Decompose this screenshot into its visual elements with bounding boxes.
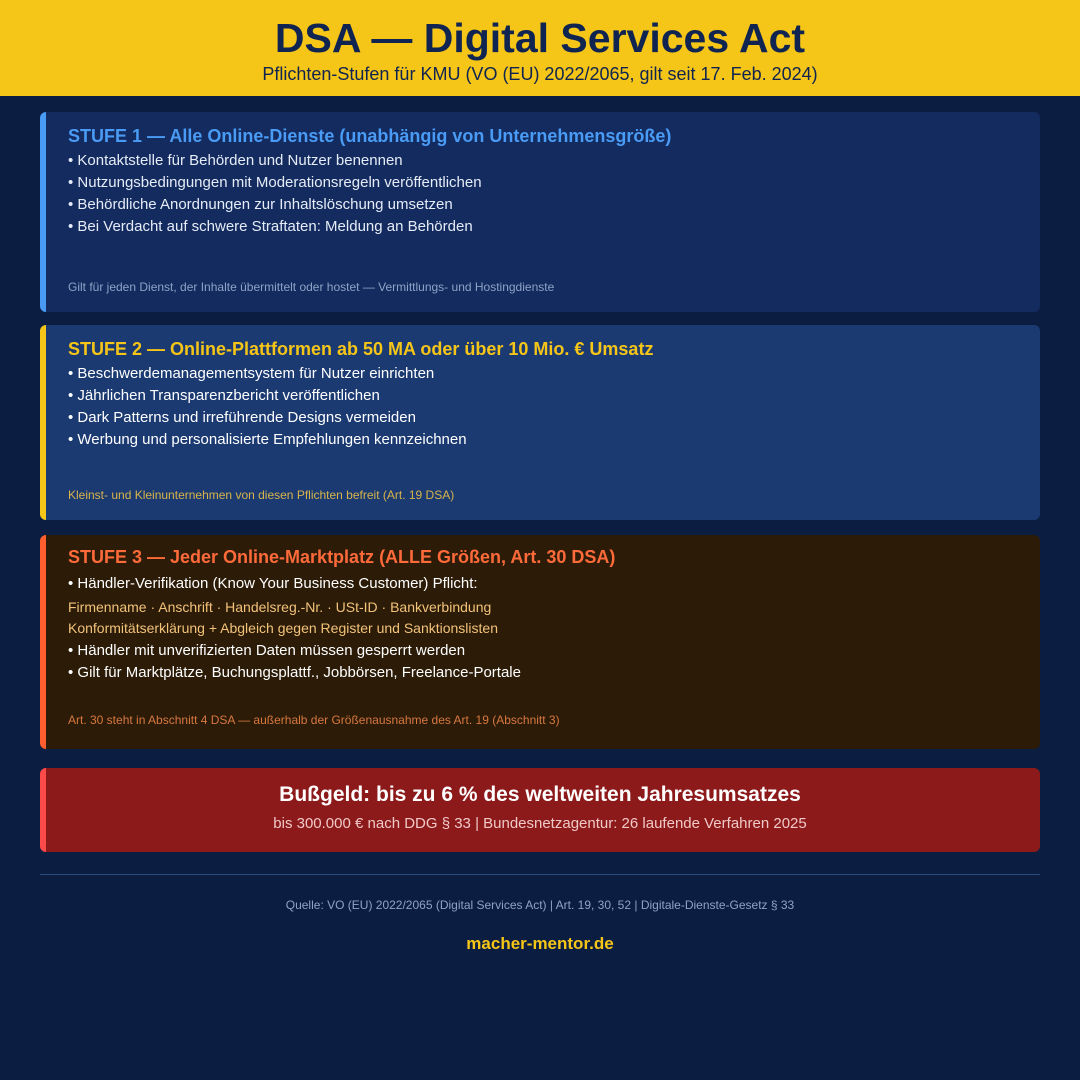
tier-2-title: STUFE 2 — Online-Plattformen ab 50 MA oder über 10 Mio. € Umsatz xyxy=(68,339,654,359)
tier-2-bullet: • Beschwerdemanagementsystem für Nutzer einrichten xyxy=(68,365,435,382)
tier-3-bullet: • Händler mit unverifizierten Daten müssen gesperrt werden xyxy=(68,642,466,659)
tier-3-kyc-fields: Firmenname · Anschrift · Handelsreg.-Nr. · USt-ID · Bankverbindung xyxy=(68,599,492,615)
tier-2-note: Kleinst- und Kleinunternehmen von diesen Pflichten befreit (Art. 19 DSA) xyxy=(68,488,455,502)
tier-3-card xyxy=(40,535,1040,749)
tier-1-bullet: • Nutzungsbedingungen mit Moderationsregeln veröffentlichen xyxy=(68,174,482,191)
tier-3-accent-bar xyxy=(40,535,46,749)
tier-2-card xyxy=(40,325,1040,520)
fine-subtitle: bis 300.000 € nach DDG § 33 | Bundesnetzagentur: 26 laufende Verfahren 2025 xyxy=(273,815,807,832)
fine-title: Bußgeld: bis zu 6 % des weltweiten Jahresumsatzes xyxy=(279,783,801,806)
page-subtitle: Pflichten-Stufen für KMU (VO (EU) 2022/2065, gilt seit 17. Feb. 2024) xyxy=(262,64,818,84)
tier-3-bullet: • Gilt für Marktplätze, Buchungsplattf., Jobbörsen, Freelance-Portale xyxy=(68,664,521,681)
tier-2-bullet: • Jährlichen Transparenzbericht veröffentlichen xyxy=(68,387,380,404)
tier-3-bullet-kyc: • Händler-Verifikation (Know Your Business Customer) Pflicht: xyxy=(68,575,478,592)
tier-1-accent-bar xyxy=(40,112,46,312)
fine-banner xyxy=(40,768,1040,852)
tier-1-bullet: • Kontaktstelle für Behörden und Nutzer benennen xyxy=(68,152,403,169)
tier-3-kyc-checks: Konformitätserklärung + Abgleich gegen Register und Sanktionslisten xyxy=(68,620,498,636)
tier-2-bullet: • Dark Patterns und irreführende Designs vermeiden xyxy=(68,409,416,426)
footer-divider xyxy=(40,874,1040,875)
page-title: DSA — Digital Services Act xyxy=(274,15,806,61)
header-banner xyxy=(0,0,1080,96)
source-citation: Quelle: VO (EU) 2022/2065 (Digital Services Act) | Art. 19, 30, 52 | Digitale-Dienste-Gesetz § 33 xyxy=(285,898,795,912)
tier-1-bullet: • Bei Verdacht auf schwere Straftaten: Meldung an Behörden xyxy=(68,218,473,235)
tier-3-note: Art. 30 steht in Abschnitt 4 DSA — außerhalb der Größenausnahme des Art. 19 (Abschnitt 3) xyxy=(68,713,560,727)
tier-2-accent-bar xyxy=(40,325,46,520)
tier-1-card xyxy=(40,112,1040,312)
brand-url: macher-mentor.de xyxy=(466,934,614,953)
tier-2-bullet: • Werbung und personalisierte Empfehlungen kennzeichnen xyxy=(68,431,467,448)
tier-1-title: STUFE 1 — Alle Online-Dienste (unabhängig von Unternehmensgröße) xyxy=(68,126,672,146)
tier-3-title: STUFE 3 — Jeder Online-Marktplatz (ALLE Größen, Art. 30 DSA) xyxy=(68,547,616,567)
tier-1-bullet: • Behördliche Anordnungen zur Inhaltslöschung umsetzen xyxy=(68,196,453,213)
tier-1-note: Gilt für jeden Dienst, der Inhalte übermittelt oder hostet — Vermittlungs- und Hostingdienste xyxy=(68,280,555,294)
